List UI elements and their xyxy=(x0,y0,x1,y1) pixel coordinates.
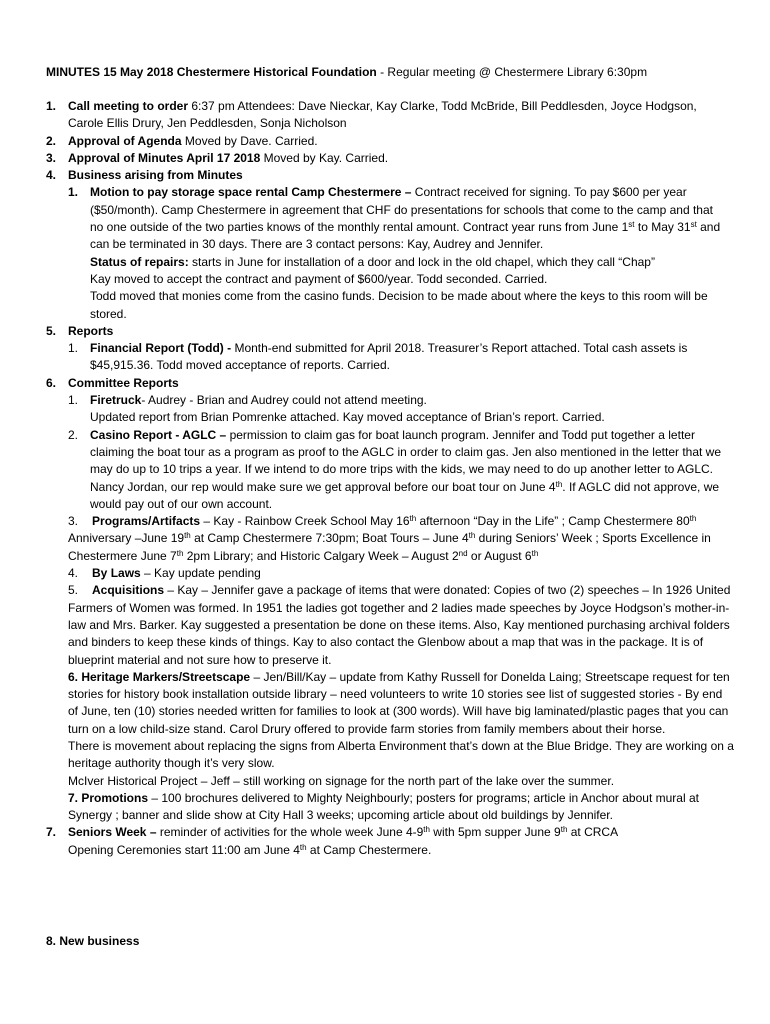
item-5-1 xyxy=(0,340,770,375)
para-text: during Seniors’ Week ; Sports Excellence in Chestermere June 7 xyxy=(68,531,711,563)
item-heading: Business arising from Minutes xyxy=(68,168,243,183)
para-number: 5. xyxy=(68,583,79,598)
subitem-heading: Financial Report (Todd) - xyxy=(90,341,232,356)
para-heading: Acquisitions xyxy=(92,583,165,598)
para-text: – Jen/Bill/Kay – update from Kathy Russell for Donelda Laing; Streetscape request for ten stories for history book installation outside library – need volunteers to write 10 stories see list of suggested stories - By end of June, ten (10) stories needed written for families to look at (300 words). Will have big laminated/plastic pages that you can turn on a low child-size stand. Carol Drury offered to provide farm stories from family members about their horse. xyxy=(68,669,730,736)
subitem-number: 1. xyxy=(68,185,79,200)
superscript: th xyxy=(689,514,697,524)
para-text: or August 6 xyxy=(467,548,532,563)
subitem-heading: Motion to pay storage space rental Camp Chestermere – xyxy=(90,185,412,200)
status-of-repairs xyxy=(0,254,770,271)
item-6-2 xyxy=(0,427,770,513)
para-number: 4. xyxy=(68,566,79,581)
item-6-1 xyxy=(0,392,770,409)
motion-line: Kay moved to accept the contract and payment of $600/year. Todd seconded. Carried. xyxy=(90,271,548,286)
item-6 xyxy=(0,375,770,392)
subitem-number: 1. xyxy=(68,393,79,408)
superscript: th xyxy=(560,825,568,835)
item-text: with 5pm supper June 9 xyxy=(429,825,561,840)
subitem-number: 2. xyxy=(68,427,79,442)
subitem-text: permission to claim gas for boat launch program. Jennifer and Todd put together a letter claiming the boat tour as a program as proof to the AGLC in order to claim gas. Jen also mentioned in the letter that we may do up to 10 trips a year. If we intend to do more trips with the kids, we may need to do up another letter to AGLC. Nancy Jordan, our rep would make sure we get approval before our boat tour on June 4 xyxy=(90,427,722,494)
item-number: 1. xyxy=(46,99,57,113)
subitem-heading: Firetruck xyxy=(90,393,142,408)
superscript: th xyxy=(423,825,430,835)
item-number: 5. xyxy=(46,323,57,338)
document-title xyxy=(46,64,746,81)
subitem-text: and can be terminated in 30 days. There are 3 contact persons: Kay, Audrey and Jennifer. xyxy=(90,220,721,252)
para-text: at Camp Chestermere 7:30pm; Boat Tours – June 4 xyxy=(190,531,469,546)
signs-paragraph: There is movement about replacing the signs from Alberta Environment that’s down at the Blue Bridge. They are working on a heritage authority though it’s very slow. xyxy=(68,738,734,771)
para-heading: By Laws xyxy=(92,566,141,581)
by-laws xyxy=(0,565,770,582)
item-3 xyxy=(0,150,770,167)
para-text: – Kay - Rainbow Creek School May 16 xyxy=(200,514,410,529)
item-7 xyxy=(0,824,770,841)
item-number: 7. xyxy=(46,825,57,840)
item-heading: Reports xyxy=(68,323,114,338)
superscript: th xyxy=(299,842,307,852)
item-text: 6:37 pm Attendees: Dave Nieckar, Kay Clarke, Todd McBride, Bill Peddlesden, Joyce Hodgson, Carole Ellis Drury, Jen Peddlesden, Sonja Nicholson xyxy=(68,99,697,131)
para-text: afternoon “Day in the Life” ; Camp Chestermere 80 xyxy=(416,514,690,529)
superscript: st xyxy=(628,220,635,230)
item-text: Opening Ceremonies start 11:00 am June 4 xyxy=(68,842,300,857)
superscript: th xyxy=(176,548,184,558)
para-heading: 6. Heritage Markers/Streetscape xyxy=(68,669,251,684)
item-1 xyxy=(0,98,770,133)
subitem-number: 1. xyxy=(68,341,79,356)
item-4 xyxy=(0,167,770,184)
superscript: th xyxy=(409,514,417,524)
subitem-text: . If AGLC did not approve, we would pay out of our own account. xyxy=(90,479,720,511)
item-text: Moved by Dave. Carried. xyxy=(181,133,318,148)
promotions xyxy=(0,790,770,825)
mciver-paragraph: McIver Historical Project – Jeff – still working on signage for the north part of the lake over the summer. xyxy=(68,773,615,788)
para-text: 2pm Library; and Historic Calgary Week – August 2 xyxy=(183,548,459,563)
item-heading: Call meeting to order xyxy=(68,99,189,113)
superscript: th xyxy=(468,531,476,541)
new-business-heading: 8. New business xyxy=(46,934,140,948)
item-text: at Camp Chestermere. xyxy=(306,842,432,857)
heritage-markers xyxy=(0,669,770,738)
status-text: starts in June for installation of a door and lock in the old chapel, which they call “Chap” xyxy=(188,254,655,269)
subitem-text: - Audrey - Brian and Audrey could not attend meeting. xyxy=(141,393,427,408)
programs-artifacts xyxy=(0,513,770,565)
superscript: th xyxy=(555,479,563,489)
title-bold: MINUTES 15 May 2018 Chestermere Historical Foundation xyxy=(46,65,377,79)
item-heading: Approval of Minutes April 17 2018 xyxy=(68,150,261,165)
para-number: 3. xyxy=(68,514,79,529)
para-text: – Kay – Jennifer gave a package of items that were donated: Copies of two (2) speeches – In 1926 United Farmers of Women was formed. In 1951 the ladies got together and 2 ladies made speeches by Joyce Hodgson’s mother-in-law and Mrs. Barker. Kay suggested a presentation be done on these items. Also, Kay mentioned purchasing archival folders and binders to keep these kinds of things. Kay to also contact the Glenbow about a map that was in the package. It is of blueprint material and not sure how to preserve it. xyxy=(68,583,731,667)
item-number: 6. xyxy=(46,375,57,390)
item-heading: Seniors Week – xyxy=(68,825,157,840)
item-heading: Committee Reports xyxy=(68,375,179,390)
item-number: 4. xyxy=(46,168,57,183)
para-heading: Programs/Artifacts xyxy=(92,514,201,529)
firetruck-update: Updated report from Brian Pomrenke attached. Kay moved acceptance of Brian’s report. Carried. xyxy=(90,410,605,425)
item-number: 3. xyxy=(46,150,57,165)
opening-ceremonies xyxy=(0,842,770,859)
item-number: 2. xyxy=(46,133,57,148)
title-rest: - Regular meeting @ Chestermere Library 6:30pm xyxy=(376,65,648,79)
subitem-text: to May 31 xyxy=(634,220,691,235)
para-text: – 100 brochures delivered to Mighty Neighbourly; posters for programs; article in Anchor about mural at Synergy ; banner and slide show at City Hall 3 weeks; upcoming article about old buildings by Jennifer. xyxy=(68,790,699,823)
item-5 xyxy=(0,323,770,340)
superscript: nd xyxy=(458,548,468,558)
item-4-1 xyxy=(0,184,770,253)
item-text: reminder of activities for the whole week June 4-9 xyxy=(156,825,424,840)
para-text: Anniversary –June 19 xyxy=(68,531,185,546)
superscript: st xyxy=(690,220,697,230)
item-2 xyxy=(0,133,770,150)
subitem-text: Month-end submitted for April 2018. Treasurer’s Report attached. Total cash assets is $45,915.36. Todd moved acceptance of reports. Carried. xyxy=(90,341,688,373)
item-text: at CRCA xyxy=(567,825,619,840)
para-text: – Kay update pending xyxy=(140,566,261,581)
para-heading: 7. Promotions xyxy=(68,790,149,805)
acquisitions xyxy=(0,582,770,668)
superscript: th xyxy=(184,531,191,541)
item-text: Moved by Kay. Carried. xyxy=(260,150,389,165)
superscript: th xyxy=(531,548,539,558)
subitem-text: Contract received for signing. To pay $600 per year ($50/month). Camp Chestermere in agreement that CHF do presentations for schools that come to the camp and that no one outside of the two parties knows of the monthly rental amount. Contract year runs from June 1 xyxy=(90,185,713,235)
casino-funds-line: Todd moved that monies come from the casino funds. Decision to be made about where the keys to this room will be stored. xyxy=(90,289,708,321)
subitem-heading: Casino Report - AGLC – xyxy=(90,427,227,442)
agenda-list xyxy=(0,98,770,859)
status-heading: Status of repairs: xyxy=(90,254,189,269)
item-heading: Approval of Agenda xyxy=(68,133,182,148)
